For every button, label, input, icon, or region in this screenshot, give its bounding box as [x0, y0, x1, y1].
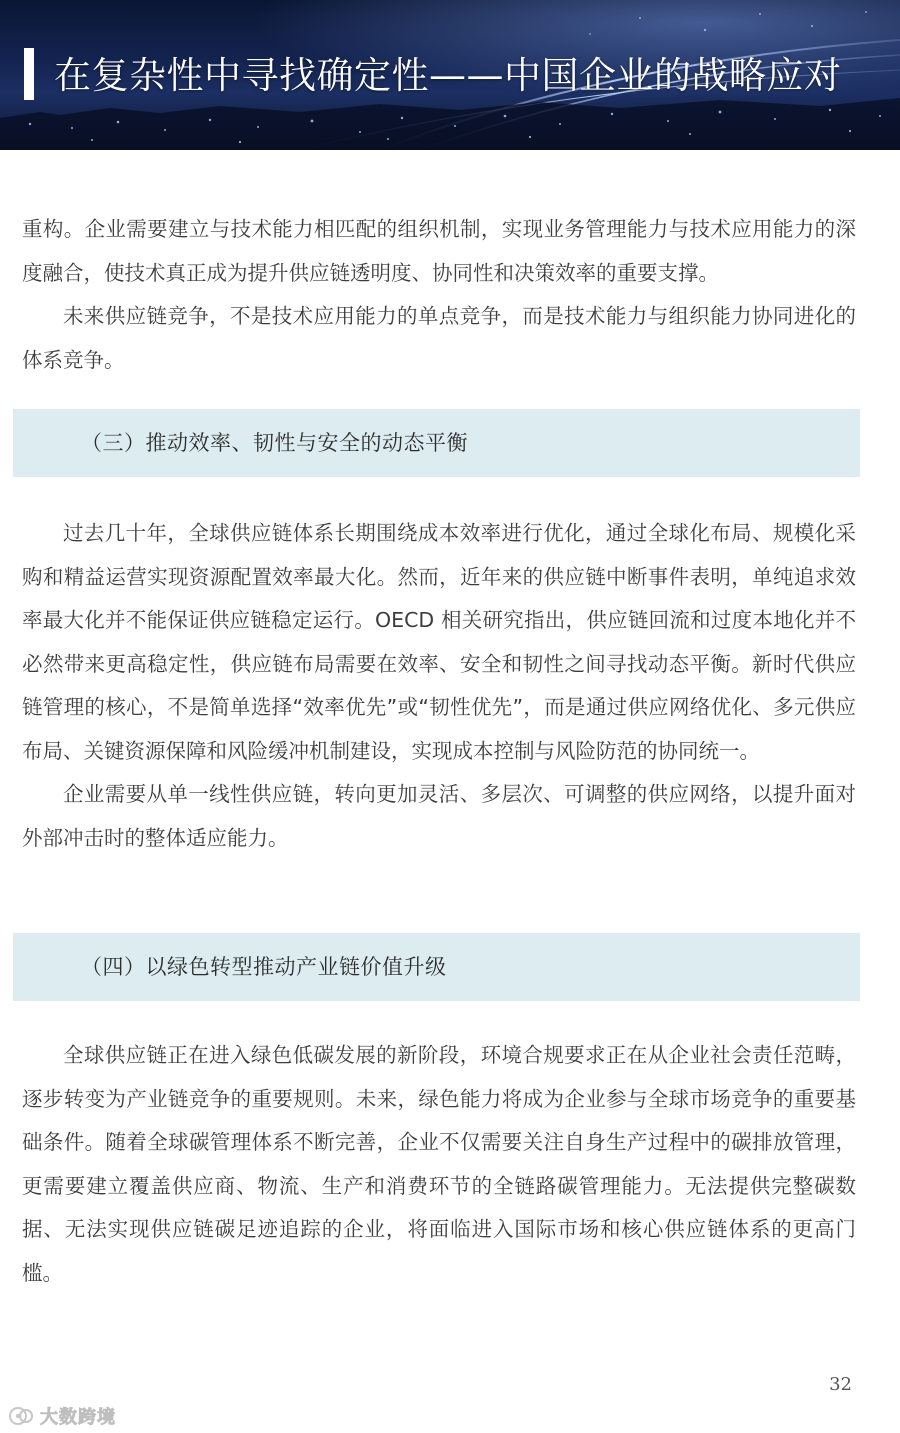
section-3-heading-band: [13, 409, 860, 477]
header-banner: [0, 0, 900, 150]
section-4-paragraph-1: 全球供应链正在进入绿色低碳发展的新阶段，环境合规要求正在从企业社会责任范畴，逐步转变为产业链竞争的重要规则。未来，绿色能力将成为企业参与全球市场竞争的重要基础条件。随着全球碳管理体系不断完善，企业不仅需要关注自身生产过程中的碳排放管理，更需要建立覆盖供应商、物流、生产和消费环节的全链路碳管理能力。无法提供完整碳数据、无法实现供应链碳足迹追踪的企业，将面临进入国际市场和核心供应链体系的更高门槛。: [22, 1043, 856, 1285]
section-4-heading: （四）以绿色转型推动产业链价值升级: [81, 955, 447, 979]
section-4-body: [22, 1034, 856, 1295]
page-title: 在复杂性中寻找确定性——中国企业的战略应对: [54, 54, 842, 97]
watermark-text: 大数跨境: [40, 1407, 116, 1428]
intro-paragraph-1: 重构。企业需要建立与技术能力相匹配的组织机制，实现业务管理能力与技术应用能力的深度融合，使技术真正成为提升供应链透明度、协同性和决策效率的重要支撑。: [22, 217, 856, 285]
section-3-paragraph-2: 企业需要从单一线性供应链，转向更加灵活、多层次、可调整的供应网络，以提升面对外部冲击时的整体适应能力。: [22, 782, 856, 850]
section-4-heading-band: [13, 933, 860, 1001]
intro-section: [22, 208, 856, 382]
watermark-logo-icon: [8, 1405, 36, 1427]
section-3-paragraph-1: 过去几十年，全球供应链体系长期围绕成本效率进行优化，通过全球化布局、规模化采购和精益运营实现资源配置效率最大化。然而，近年来的供应链中断事件表明，单纯追求效率最大化并不能保证供应链稳定运行。OECD 相关研究指出，供应链回流和过度本地化并不必然带来更高稳定性，供应链布局需要在效率、安全和韧性之间寻找动态平衡。新时代供应链管理的核心，不是简单选择“效率优先”或“韧性优先”，而是通过供应网络优化、多元供应布局、关键资源保障和风险缓冲机制建设，实现成本控制与风险防范的协同统一。: [22, 521, 856, 763]
intro-paragraph-2: 未来供应链竞争，不是技术应用能力的单点竞争，而是技术能力与组织能力协同进化的体系竞争。: [22, 304, 856, 372]
section-3-heading: （三）推动效率、韧性与安全的动态平衡: [81, 431, 468, 455]
title-accent-bar: [24, 48, 34, 100]
page-number: 32: [829, 1374, 852, 1395]
section-3-body: [22, 512, 856, 860]
watermark: [8, 1403, 116, 1429]
